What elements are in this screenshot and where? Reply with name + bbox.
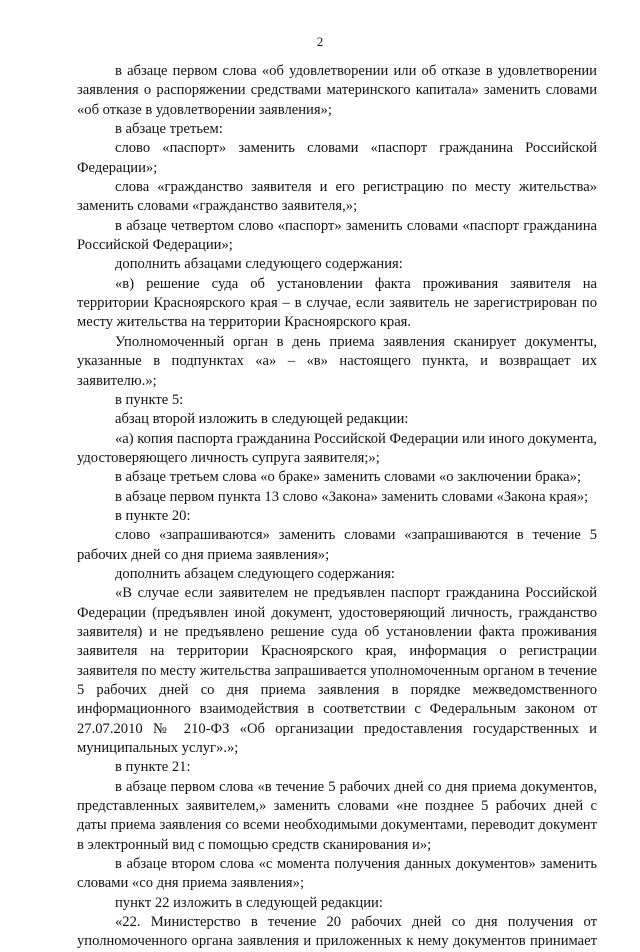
paragraph-17: «В случае если заявителем не предъявлен паспорт гражданина Российской Федерации (предъявлен иной документ, удостоверяющий личность, гражданство заявителя) и не предъявлено решение суда об установлении факта проживания заявителя на территории Красноярского края, информация о регистрации заявителя по месту жительства запрашивается уполномоченным органом в течение 5 рабочих дней со дня приема заявления в порядке межведомственного информационного взаимодействия в соответствии с Федеральным законом от 27.07.2010 № 210-ФЗ «Об организации предоставления государственных и муниципальных услуг».»; xyxy=(77,585,597,757)
paragraph-7: «в) решение суда об установлении факта проживания заявителя на территории Красноярского края – в случае, если заявитель не зарегистрирован по месту жительства на территории Красноярского края. xyxy=(77,275,597,331)
paragraph-2: в абзаце третьем: xyxy=(115,121,223,138)
paragraph-20: в абзаце втором слова «с момента получения данных документов» заменить словами «со дня приема заявления»; xyxy=(77,856,597,892)
paragraph-6: дополнить абзацами следующего содержания: xyxy=(115,256,403,273)
document-body xyxy=(77,62,597,952)
paragraph-18: в пункте 21: xyxy=(115,759,191,776)
page-number: 2 xyxy=(316,34,324,49)
paragraph-22: «22. Министерство в течение 20 рабочих дней со дня получения от уполномоченного органа заявления и приложенных к нему документов принимает xyxy=(77,914,597,950)
paragraph-19: в абзаце первом слова «в течение 5 рабочих дней со дня приема документов, представленных заявителем,» заменить словами «не позднее 5 рабочих дней с даты приема заявления со всеми необходимыми документами, переводит документ в электронный вид с помощью средств сканирования и»; xyxy=(77,778,597,853)
paragraph-15: слово «запрашиваются» заменить словами «запрашиваются в течение 5 рабочих дней со дня приема заявления»; xyxy=(77,527,597,563)
paragraph-5: в абзаце четвертом слово «паспорт» заменить словами «паспорт гражданина Российской Федерации»; xyxy=(77,217,597,254)
paragraph-9: в пункте 5: xyxy=(115,391,184,408)
paragraph-8: Уполномоченный орган в день приема заявления сканирует документы, указанные в подпунктах «а» – «в» настоящего пункта, и возвращает их заявителю.»; xyxy=(77,333,597,389)
paragraph-11: «а) копия паспорта гражданина Российской Федерации или иного документа, удостоверяющего личность супруга заявителя;»; xyxy=(77,430,597,466)
paragraph-12: в абзаце третьем слова «о браке» заменить словами «о заключении брака»; xyxy=(115,469,581,486)
paragraph-4: слова «гражданство заявителя и его регистрацию по месту жительства» заменить словами «гражданство заявителя,»; xyxy=(77,179,597,215)
paragraph-16: дополнить абзацем следующего содержания: xyxy=(115,565,395,582)
paragraph-10: абзац второй изложить в следующей редакции: xyxy=(115,411,409,428)
paragraph-14: в пункте 20: xyxy=(115,507,191,524)
paragraph-21: пункт 22 изложить в следующей редакции: xyxy=(115,894,383,911)
paragraph-3: слово «паспорт» заменить словами «паспорт гражданина Российской Федерации»; xyxy=(77,140,597,176)
paragraph-13: в абзаце первом пункта 13 слово «Закона» заменить словами «Закона края»; xyxy=(115,488,589,505)
paragraph-1: в абзаце первом слова «об удовлетворении или об отказе в удовлетворении заявления о распоряжении средствами материнского капитала» заменить словами «об отказе в удовлетворении заявления»; xyxy=(77,63,597,118)
